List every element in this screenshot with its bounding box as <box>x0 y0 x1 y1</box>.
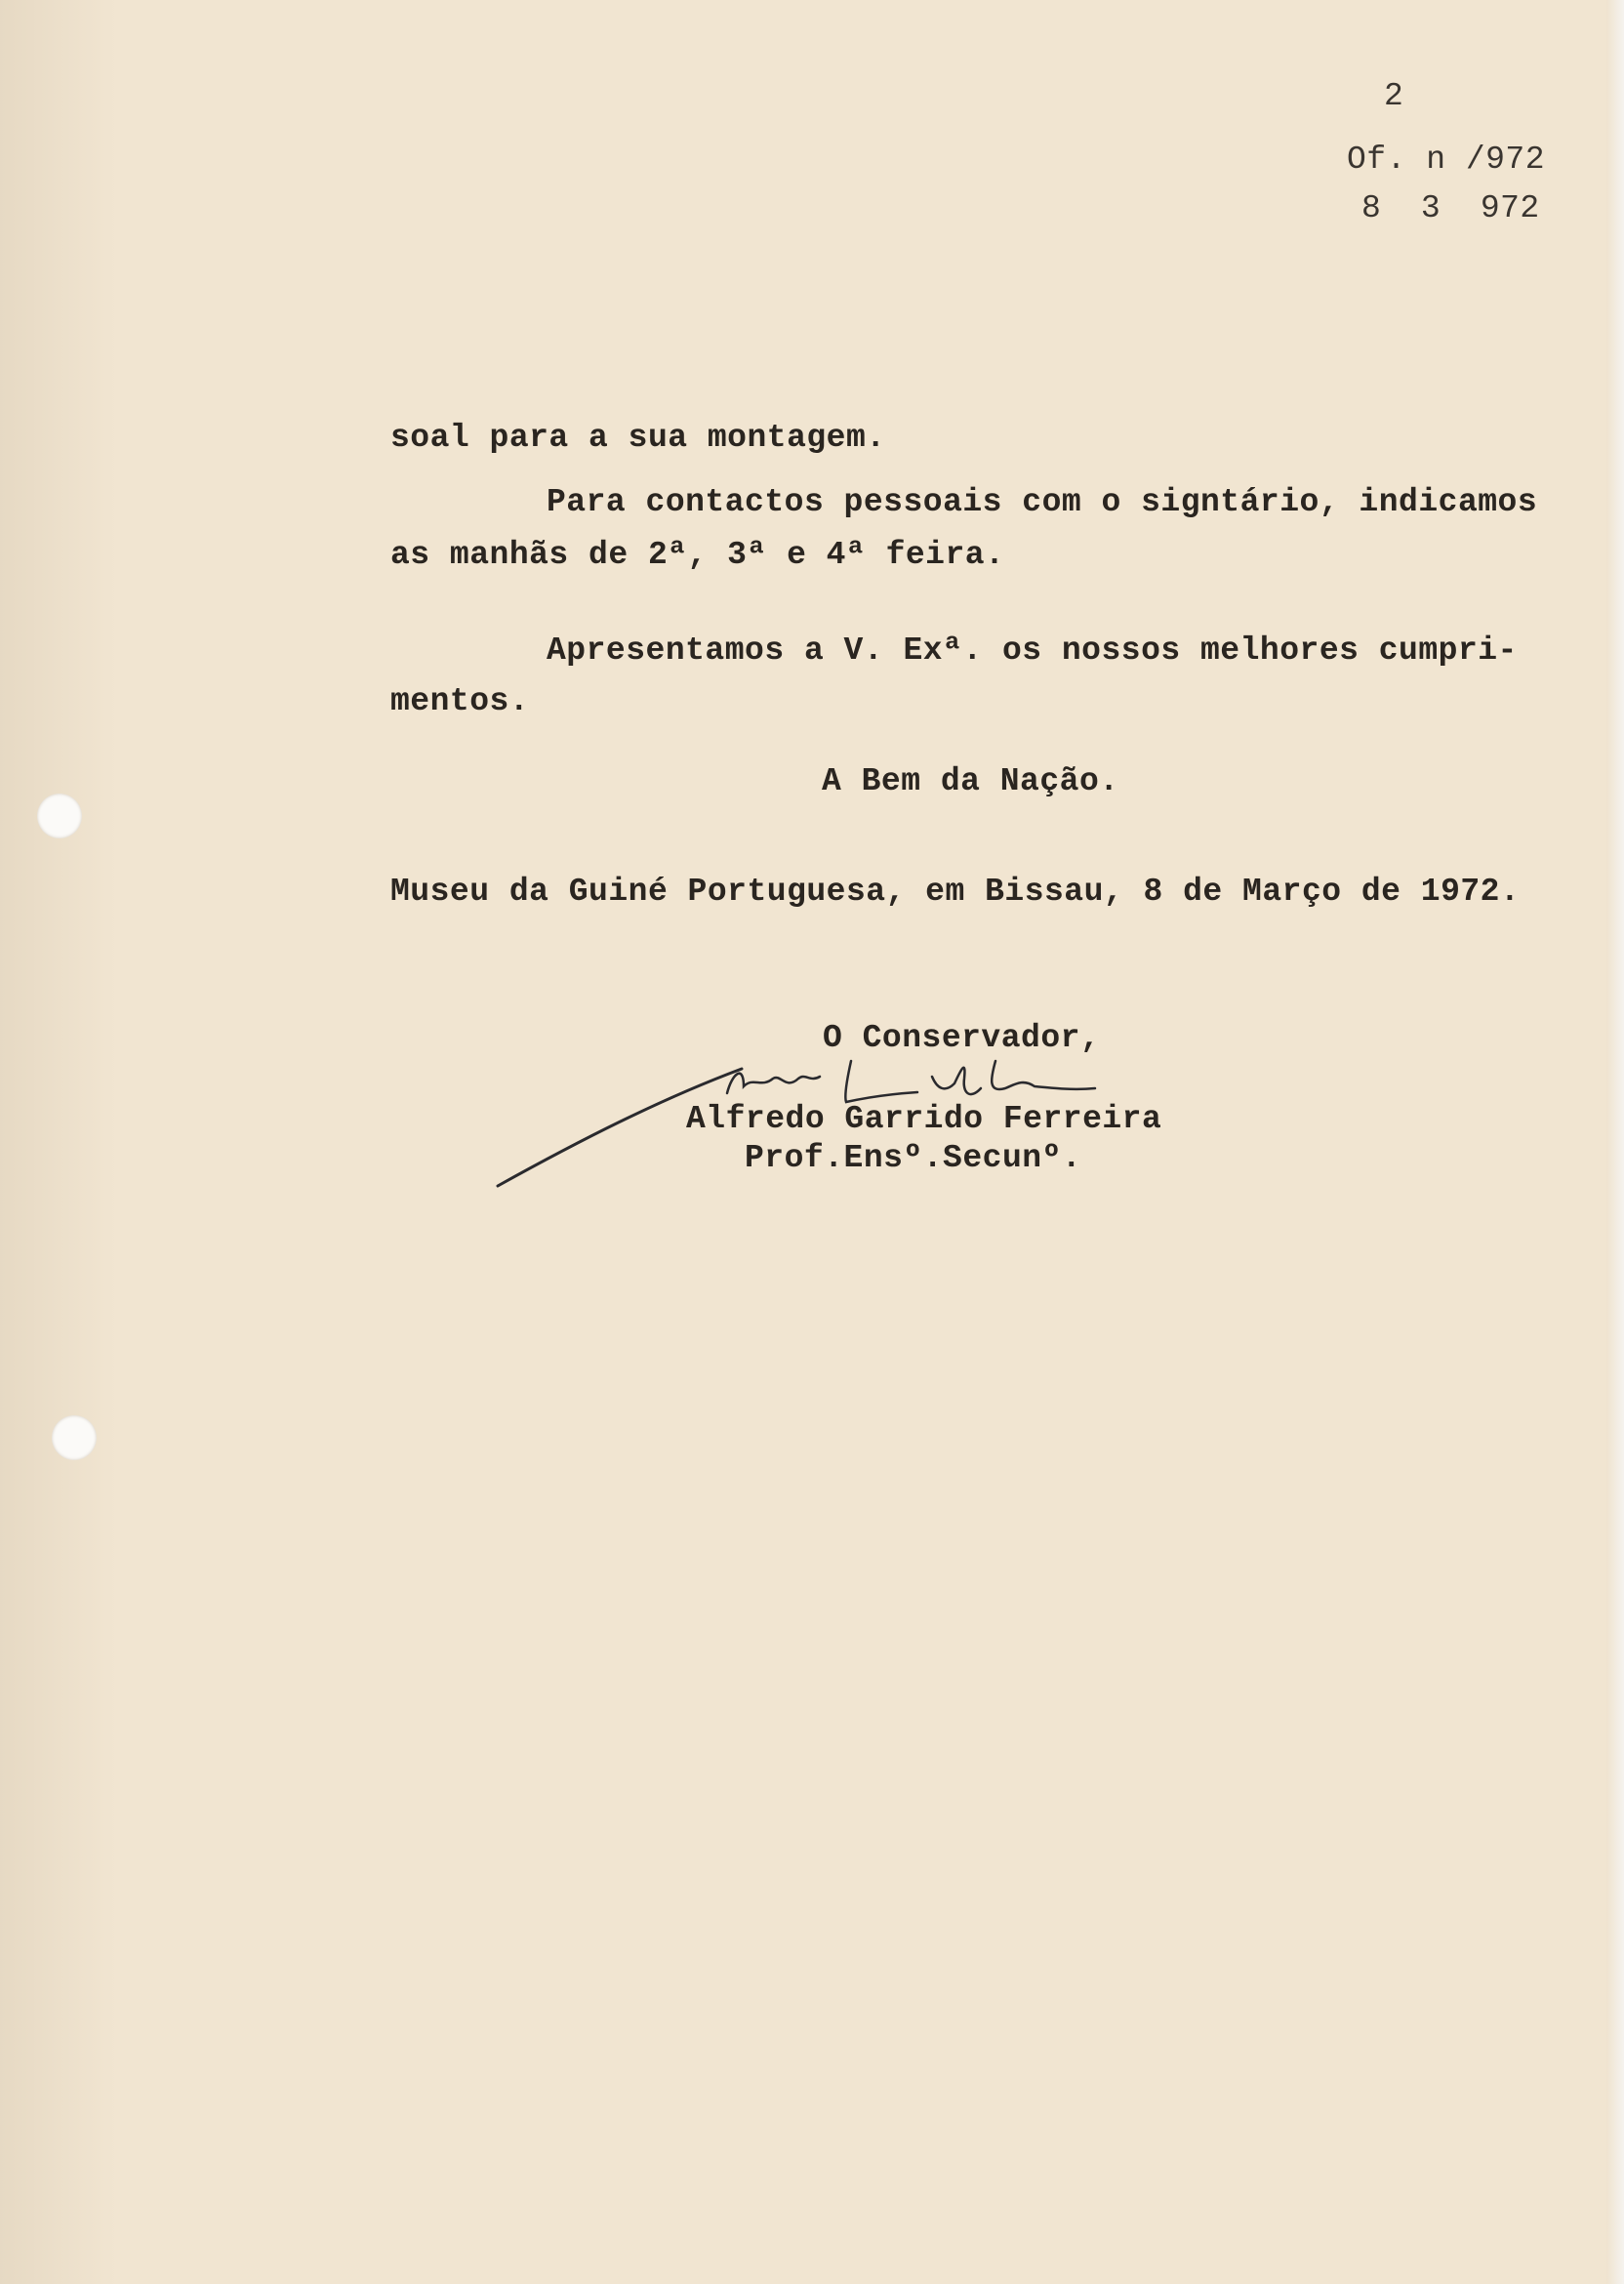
letter-line-1: soal para a sua montagem. <box>390 420 886 456</box>
page-shadow <box>0 0 117 2284</box>
signatory-title: Prof.Ensº.Secunº. <box>745 1140 1082 1176</box>
place-and-date: Museu da Guiné Portuguesa, em Bissau, 8 de Março de 1972. <box>390 874 1521 910</box>
office-reference: Of. n /972 <box>1347 142 1546 178</box>
punch-hole-top <box>37 794 82 838</box>
punch-hole-bottom <box>52 1415 97 1460</box>
letter-line-2: Para contactos pessoais com o signtário, indicamos <box>547 484 1538 520</box>
signatory-name: Alfredo Garrido Ferreira <box>686 1101 1162 1137</box>
page-number: 2 <box>1384 78 1404 114</box>
page-edge <box>1606 0 1624 2284</box>
letter-line-5: mentos. <box>390 683 530 719</box>
reference-date: 8 3 972 <box>1361 190 1540 226</box>
signatory-role: O Conservador, <box>823 1020 1101 1056</box>
salutation: A Bem da Nação. <box>822 763 1119 799</box>
letter-line-3: as manhãs de 2ª, 3ª e 4ª feira. <box>390 537 1005 573</box>
letter-line-4: Apresentamos a V. Exª. os nossos melhores cumpri- <box>547 632 1518 669</box>
handwritten-signature <box>488 1049 1191 1215</box>
